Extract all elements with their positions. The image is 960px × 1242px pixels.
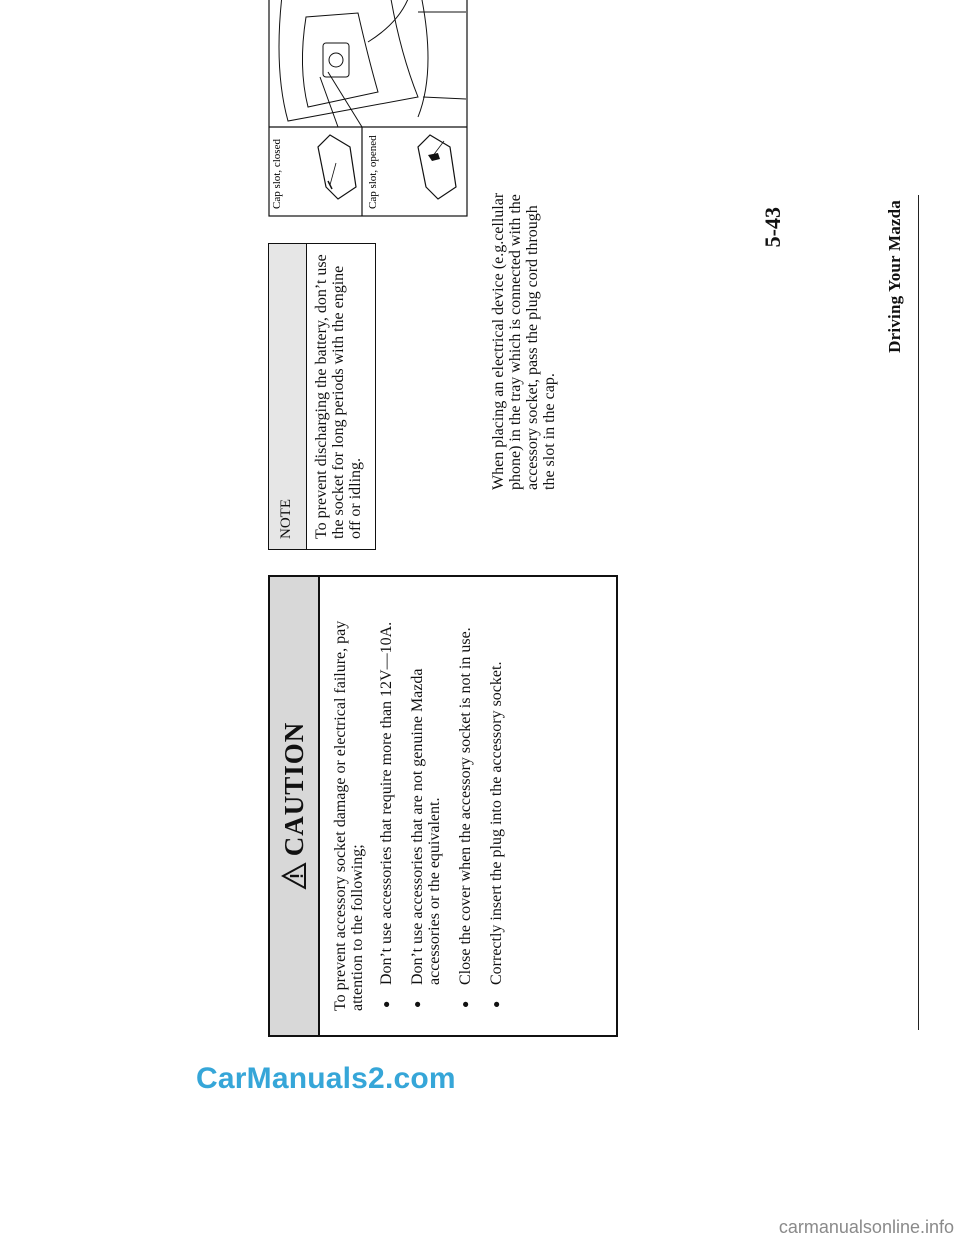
caution-box — [268, 575, 618, 1037]
cap-opened-detail — [418, 135, 456, 199]
caution-title: CAUTION — [278, 721, 309, 857]
header-rule — [918, 195, 919, 1030]
cap-slot-closed-label: Cap slot, closed — [271, 139, 283, 209]
note-box — [268, 243, 376, 550]
carmanualsonline-watermark: carmanualsonline.info — [778, 1217, 954, 1237]
console-tray-drawing — [279, 0, 466, 121]
caution-item: ● Close the cover when the accessory socket is not in use. — [457, 595, 474, 1011]
note-label: NOTE — [269, 244, 307, 549]
page-number: 5-43 — [760, 207, 785, 248]
caution-body — [332, 595, 519, 1011]
figure-caption: When placing an electrical device (e.g.cellular phone) in the tray which is connected with the accessory socket, pass the plug cord through the slot in the cap. — [490, 192, 558, 490]
cap-slot-opened-label: Cap slot, opened — [367, 135, 379, 209]
section-title: Driving Your Mazda — [885, 200, 904, 353]
accessory-socket-illustration — [268, 0, 468, 217]
note-text: To prevent discharging the battery, don’t use the socket for long periods with the engine off or idling. — [313, 254, 364, 539]
caution-item: ● Correctly insert the plug into the accessory socket. — [488, 595, 505, 1011]
cap-closed-detail — [318, 135, 356, 199]
carmanuals2-watermark: CarManuals2.com — [196, 1062, 456, 1095]
warning-triangle-icon — [281, 862, 307, 890]
caution-list — [378, 595, 505, 1011]
caution-item: ● Don’t use accessories that require more than 12V—10A. — [378, 595, 395, 1011]
caution-header — [270, 577, 320, 1035]
caution-intro: To prevent accessory socket damage or electrical failure, pay attention to the following; — [332, 620, 366, 1011]
caution-item: ● Don’t use accessories that are not genuine Mazda accessories or the equivalent. — [409, 595, 443, 1011]
